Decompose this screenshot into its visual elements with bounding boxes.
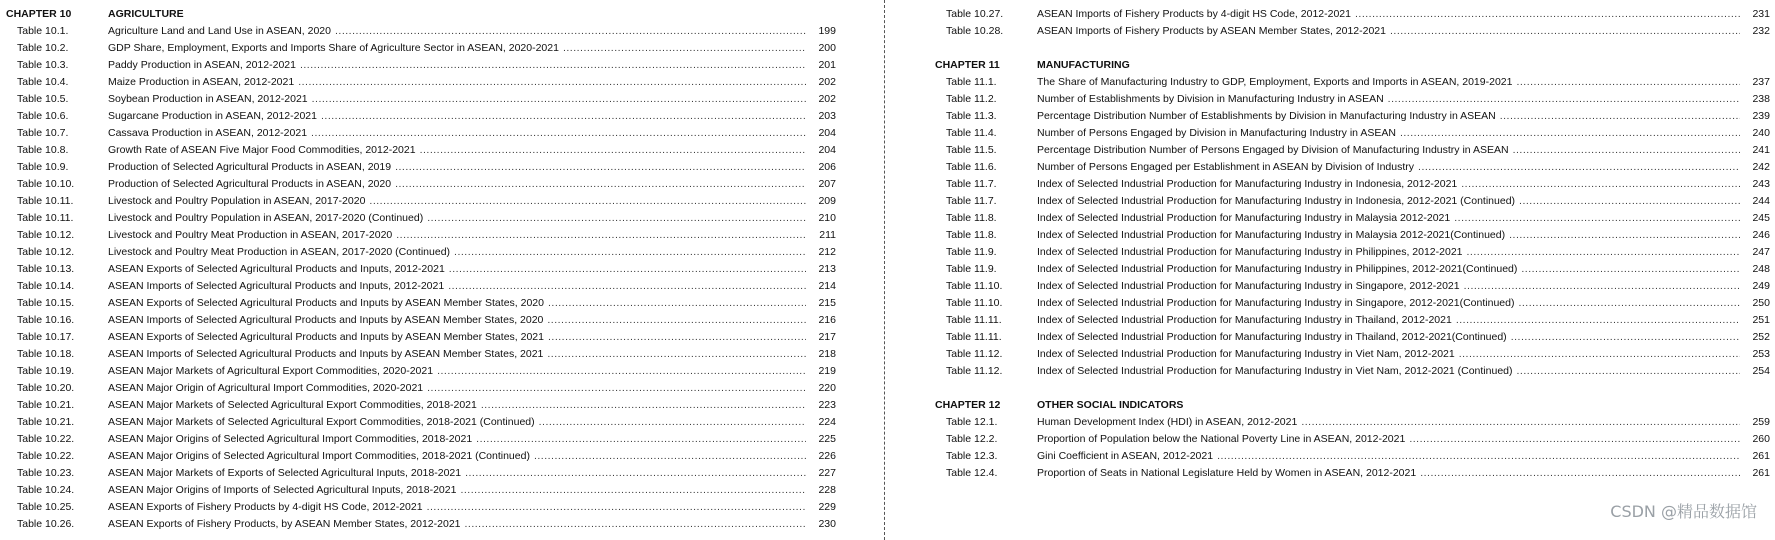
chapter-title: MANUFACTURING	[1037, 58, 1130, 71]
toc-entry[interactable]	[6, 243, 836, 260]
dot-leader	[476, 433, 806, 445]
table-title: Number of Persons Engaged per Establishment in ASEAN by Division of Industry	[1037, 160, 1415, 173]
toc-entry[interactable]	[935, 158, 1770, 175]
page-number: 243	[1752, 177, 1770, 190]
table-number: Table 11.2.	[946, 92, 997, 105]
page-number: 199	[818, 24, 836, 37]
toc-entry[interactable]	[6, 175, 836, 192]
table-title: Index of Selected Industrial Production for Manufacturing Industry in Viet Nam, 2012-2021	[1037, 347, 1455, 360]
table-title: ASEAN Exports of Selected Agricultural Products and Inputs by ASEAN Member States, 2021	[108, 330, 544, 343]
table-number: Table 10.12.	[17, 228, 75, 241]
toc-entry[interactable]	[6, 515, 836, 532]
table-number: Table 10.14.	[17, 279, 75, 292]
page-number: 261	[1752, 466, 1770, 479]
table-number: Table 10.26.	[17, 517, 75, 530]
table-number: Table 10.15.	[17, 296, 75, 309]
table-title: Gini Coefficient in ASEAN, 2012-2021	[1037, 449, 1214, 462]
toc-entry[interactable]	[6, 328, 836, 345]
page-number: 238	[1752, 92, 1770, 105]
page-number: 239	[1752, 109, 1770, 122]
table-title: Proportion of Population below the National Poverty Line in ASEAN, 2012-2021	[1037, 432, 1406, 445]
dot-leader	[300, 59, 806, 71]
table-number: Table 10.28.	[946, 24, 1004, 37]
table-title: Index of Selected Industrial Production for Manufacturing Industry in Thailand, 2012-2021	[1037, 313, 1452, 326]
dot-leader	[395, 178, 806, 190]
dot-leader	[1454, 212, 1740, 224]
toc-entry[interactable]	[6, 430, 836, 447]
table-number: Table 10.22.	[17, 449, 75, 462]
table-title: ASEAN Major Markets of Selected Agricultural Export Commodities, 2018-2021	[108, 398, 477, 411]
page-number: 251	[1752, 313, 1770, 326]
dot-leader	[437, 365, 806, 377]
chapter-number: CHAPTER 10	[6, 7, 72, 20]
table-title: ASEAN Major Markets of Agricultural Export Commodities, 2020-2021	[108, 364, 434, 377]
table-number: Table 10.8.	[17, 143, 69, 156]
toc-entry[interactable]	[935, 73, 1770, 90]
chapter-heading	[935, 56, 1770, 73]
toc-entry[interactable]	[6, 209, 836, 226]
page-number: 226	[818, 449, 836, 462]
table-number: Table 11.12.	[946, 347, 1003, 360]
dot-leader	[298, 76, 806, 88]
dot-leader	[1456, 314, 1740, 326]
table-number: Table 11.7.	[946, 194, 997, 207]
dot-leader	[1418, 161, 1740, 173]
toc-entry[interactable]	[935, 192, 1770, 209]
table-number: Table 10.5.	[17, 92, 69, 105]
toc-entry[interactable]	[6, 124, 836, 141]
table-number: Table 10.27.	[946, 7, 1004, 20]
table-title: ASEAN Exports of Selected Agricultural Products and Inputs, 2012-2021	[108, 262, 445, 275]
toc-entry[interactable]	[6, 464, 836, 481]
toc-entry[interactable]	[935, 243, 1770, 260]
page-number: 249	[1752, 279, 1770, 292]
toc-entry[interactable]	[935, 447, 1770, 464]
page-number: 240	[1752, 126, 1770, 139]
table-title: The Share of Manufacturing Industry to GDP, Employment, Exports and Imports in ASEAN, 2019-2021	[1037, 75, 1513, 88]
dot-leader	[1517, 365, 1741, 377]
table-number: Table 10.9.	[17, 160, 69, 173]
table-title: ASEAN Imports of Selected Agricultural Products and Inputs by ASEAN Member States, 2020	[108, 313, 544, 326]
dot-leader	[1511, 331, 1740, 343]
table-title: Number of Persons Engaged by Division in Manufacturing Industry in ASEAN	[1037, 126, 1396, 139]
table-title: ASEAN Imports of Fishery Products by ASEAN Member States, 2012-2021	[1037, 24, 1386, 37]
dot-leader	[548, 297, 806, 309]
toc-entry[interactable]	[935, 107, 1770, 124]
table-title: Cassava Production in ASEAN, 2012-2021	[108, 126, 308, 139]
table-title: Number of Establishments by Division in Manufacturing Industry in ASEAN	[1037, 92, 1384, 105]
page-number: 223	[818, 398, 836, 411]
page-number: 241	[1752, 143, 1770, 156]
table-title: Index of Selected Industrial Production for Manufacturing Industry in Thailand, 2012-2021(Continued)	[1037, 330, 1507, 343]
table-number: Table 11.12.	[946, 364, 1003, 377]
dot-leader	[1519, 195, 1740, 207]
table-number: Table 11.1.	[946, 75, 997, 88]
page-divider	[884, 0, 885, 540]
table-title: ASEAN Imports of Fishery Products by 4-digit HS Code, 2012-2021	[1037, 7, 1351, 20]
chapter-number: CHAPTER 11	[935, 58, 1000, 71]
table-number: Table 10.2.	[17, 41, 69, 54]
dot-leader	[1461, 178, 1740, 190]
dot-leader	[1388, 93, 1740, 105]
dot-leader	[460, 484, 806, 496]
page-number: 244	[1752, 194, 1770, 207]
page-number: 202	[818, 75, 836, 88]
toc-entry-list	[935, 73, 1770, 379]
dot-leader	[369, 195, 806, 207]
table-title: ASEAN Exports of Fishery Products, by ASEAN Member States, 2012-2021	[108, 517, 461, 530]
toc-entry[interactable]	[6, 260, 836, 277]
table-number: Table 10.25.	[17, 500, 75, 513]
dot-leader	[548, 331, 806, 343]
dot-leader	[1516, 76, 1740, 88]
page-number: 259	[1752, 415, 1770, 428]
dot-leader	[1509, 229, 1740, 241]
dot-leader	[449, 263, 806, 275]
page-number: 237	[1752, 75, 1770, 88]
table-number: Table 10.11.	[17, 194, 74, 207]
table-title: Index of Selected Industrial Production for Manufacturing Industry in Viet Nam, 2012-2021 (Continued)	[1037, 364, 1513, 377]
page-number: 209	[818, 194, 836, 207]
dot-leader	[1464, 280, 1740, 292]
toc-entry[interactable]	[935, 209, 1770, 226]
table-title: ASEAN Major Origins of Imports of Selected Agricultural Inputs, 2018-2021	[108, 483, 457, 496]
page-number: 247	[1752, 245, 1770, 258]
table-title: Index of Selected Industrial Production for Manufacturing Industry in Singapore, 2012-2021(Continued)	[1037, 296, 1515, 309]
table-title: ASEAN Major Origins of Selected Agricultural Import Commodities, 2018-2021	[108, 432, 473, 445]
chapter-title: AGRICULTURE	[108, 7, 184, 20]
table-title: Soybean Production in ASEAN, 2012-2021	[108, 92, 308, 105]
table-number: Table 12.1.	[946, 415, 998, 428]
page-number: 204	[818, 126, 836, 139]
dot-leader	[1518, 297, 1740, 309]
table-number: Table 10.1.	[17, 24, 69, 37]
table-title: Proportion of Seats in National Legislature Held by Women in ASEAN, 2012-2021	[1037, 466, 1417, 479]
toc-entry[interactable]	[935, 362, 1770, 379]
dot-leader	[427, 382, 806, 394]
page-number: 214	[818, 279, 836, 292]
toc-entry[interactable]	[6, 362, 836, 379]
page-number: 212	[818, 245, 836, 258]
dot-leader	[1400, 127, 1740, 139]
table-number: Table 10.4.	[17, 75, 69, 88]
table-title: ASEAN Major Origins of Selected Agricultural Import Commodities, 2018-2021 (Continued)	[108, 449, 530, 462]
toc-entry-list	[935, 413, 1770, 481]
dot-leader	[1459, 348, 1740, 360]
table-number: Table 11.11.	[946, 330, 1002, 343]
table-title: Livestock and Poultry Meat Production in ASEAN, 2017-2020	[108, 228, 393, 241]
page-number: 248	[1752, 262, 1770, 275]
table-title: ASEAN Major Markets of Selected Agricultural Export Commodities, 2018-2021 (Continued)	[108, 415, 535, 428]
toc-entry[interactable]	[6, 90, 836, 107]
dot-leader	[335, 25, 806, 37]
table-title: Livestock and Poultry Population in ASEAN, 2017-2020 (Continued)	[108, 211, 424, 224]
page-number: 217	[818, 330, 836, 343]
chapter-heading	[6, 5, 836, 22]
toc-entry[interactable]	[6, 277, 836, 294]
page-number: 200	[818, 41, 836, 54]
table-title: GDP Share, Employment, Exports and Imports Share of Agriculture Sector in ASEAN, 2020-2021	[108, 41, 559, 54]
table-number: Table 11.3.	[946, 109, 997, 122]
table-number: Table 11.6.	[946, 160, 997, 173]
chapter-number: CHAPTER 12	[935, 398, 1001, 411]
table-title: Index of Selected Industrial Production for Manufacturing Industry in Singapore, 2012-2021	[1037, 279, 1460, 292]
chapter-title: OTHER SOCIAL INDICATORS	[1037, 398, 1184, 411]
page-number: 242	[1752, 160, 1770, 173]
page-number: 254	[1752, 364, 1770, 377]
toc-entry[interactable]	[935, 141, 1770, 158]
dot-leader	[539, 416, 806, 428]
page-number: 227	[818, 466, 836, 479]
toc-entry[interactable]	[935, 260, 1770, 277]
toc-entry[interactable]	[6, 447, 836, 464]
table-title: Percentage Distribution Number of Persons Engaged by Division of Manufacturing Industry in ASEAN	[1037, 143, 1509, 156]
table-number: Table 10.11.	[17, 211, 74, 224]
toc-left-column	[6, 5, 836, 532]
table-number: Table 10.17.	[17, 330, 75, 343]
dot-leader	[1420, 467, 1740, 479]
table-number: Table 12.4.	[946, 466, 998, 479]
toc-entry[interactable]	[935, 5, 1770, 22]
table-number: Table 10.12.	[17, 245, 75, 258]
toc-entry[interactable]	[935, 90, 1770, 107]
toc-entry[interactable]	[935, 124, 1770, 141]
toc-entry[interactable]	[6, 413, 836, 430]
toc-entry[interactable]	[935, 328, 1770, 345]
page-number: 210	[818, 211, 836, 224]
toc-entry[interactable]	[6, 498, 836, 515]
toc-entry[interactable]	[6, 141, 836, 158]
table-title: Index of Selected Industrial Production for Manufacturing Industry in Philippines, 2012-2021	[1037, 245, 1463, 258]
page-number: 231	[1752, 7, 1770, 20]
table-number: Table 10.23.	[17, 466, 75, 479]
table-number: Table 10.18.	[17, 347, 75, 360]
dot-leader	[427, 501, 806, 513]
toc-entry-list	[6, 22, 836, 532]
page-number: 230	[818, 517, 836, 530]
page-number: 206	[818, 160, 836, 173]
toc-entry[interactable]	[6, 226, 836, 243]
table-number: Table 11.5.	[946, 143, 997, 156]
table-title: Index of Selected Industrial Production for Manufacturing Industry in Malaysia 2012-2021(Continued)	[1037, 228, 1506, 241]
dot-leader	[1355, 8, 1740, 20]
table-number: Table 10.13.	[17, 262, 75, 275]
toc-right-column	[935, 5, 1770, 481]
page-number: 203	[818, 109, 836, 122]
toc-entry[interactable]	[6, 73, 836, 90]
page-number: 216	[818, 313, 836, 326]
dot-leader	[1301, 416, 1740, 428]
table-title: ASEAN Exports of Selected Agricultural Products and Inputs by ASEAN Member States, 2020	[108, 296, 544, 309]
table-number: Table 11.10.	[946, 279, 1003, 292]
page-number: 220	[818, 381, 836, 394]
page-number: 260	[1752, 432, 1770, 445]
page-number: 225	[818, 432, 836, 445]
dot-leader	[563, 42, 806, 54]
page-number: 215	[818, 296, 836, 309]
dot-leader	[1467, 246, 1740, 258]
table-title: Human Development Index (HDI) in ASEAN, 2012-2021	[1037, 415, 1298, 428]
table-title: Agriculture Land and Land Use in ASEAN, 2020	[108, 24, 331, 37]
table-number: Table 10.20.	[17, 381, 75, 394]
dot-leader	[547, 348, 806, 360]
page-number: 201	[818, 58, 836, 71]
table-title: Growth Rate of ASEAN Five Major Food Commodities, 2012-2021	[108, 143, 416, 156]
dot-leader	[1500, 110, 1740, 122]
table-title: Sugarcane Production in ASEAN, 2012-2021	[108, 109, 317, 122]
table-title: Index of Selected Industrial Production for Manufacturing Industry in Philippines, 2012-2021(Continued)	[1037, 262, 1518, 275]
table-number: Table 11.8.	[946, 228, 997, 241]
table-title: Percentage Distribution Number of Establishments by Division in Manufacturing Industry in ASEAN	[1037, 109, 1496, 122]
page-number: 219	[818, 364, 836, 377]
table-number: Table 10.10.	[17, 177, 75, 190]
table-title: Paddy Production in ASEAN, 2012-2021	[108, 58, 296, 71]
page-number: 224	[818, 415, 836, 428]
page-number: 207	[818, 177, 836, 190]
page-number: 228	[818, 483, 836, 496]
dot-leader	[547, 314, 806, 326]
dot-leader	[395, 161, 806, 173]
table-number: Table 11.9.	[946, 245, 997, 258]
toc-entry[interactable]	[6, 379, 836, 396]
page-number: 202	[818, 92, 836, 105]
table-title: ASEAN Major Markets of Exports of Selected Agricultural Inputs, 2018-2021	[108, 466, 462, 479]
toc-entry[interactable]	[6, 107, 836, 124]
page-number: 232	[1752, 24, 1770, 37]
toc-entry[interactable]	[6, 56, 836, 73]
table-number: Table 10.21.	[17, 415, 75, 428]
table-title: Livestock and Poultry Population in ASEAN, 2017-2020	[108, 194, 366, 207]
dot-leader	[1217, 450, 1740, 462]
toc-entry[interactable]	[935, 413, 1770, 430]
page-number: 261	[1752, 449, 1770, 462]
table-number: Table 10.22.	[17, 432, 75, 445]
table-title: Production of Selected Agricultural Products in ASEAN, 2019	[108, 160, 392, 173]
dot-leader	[448, 280, 806, 292]
page-number: 213	[818, 262, 836, 275]
table-number: Table 12.2.	[946, 432, 998, 445]
table-title: ASEAN Exports of Fishery Products by 4-digit HS Code, 2012-2021	[108, 500, 423, 513]
toc-entry[interactable]	[6, 39, 836, 56]
dot-leader	[312, 93, 806, 105]
toc-entry[interactable]	[6, 294, 836, 311]
page-number: 211	[819, 228, 836, 241]
page-number: 250	[1752, 296, 1770, 309]
toc-entry[interactable]	[935, 430, 1770, 447]
dot-leader	[1521, 263, 1740, 275]
toc-entry[interactable]	[6, 481, 836, 498]
table-title: Production of Selected Agricultural Products in ASEAN, 2020	[108, 177, 392, 190]
dot-leader	[481, 399, 806, 411]
table-title: Index of Selected Industrial Production for Manufacturing Industry in Malaysia 2012-2021	[1037, 211, 1451, 224]
table-number: Table 10.19.	[17, 364, 75, 377]
toc-entry[interactable]	[6, 158, 836, 175]
table-number: Table 10.16.	[17, 313, 75, 326]
toc-entry[interactable]	[935, 464, 1770, 481]
dot-leader	[465, 467, 806, 479]
toc-entry[interactable]	[6, 192, 836, 209]
table-title: ASEAN Major Origin of Agricultural Import Commodities, 2020-2021	[108, 381, 424, 394]
toc-entry[interactable]	[935, 345, 1770, 362]
table-number: Table 11.9.	[946, 262, 997, 275]
dot-leader	[311, 127, 806, 139]
page-number: 204	[818, 143, 836, 156]
dot-leader	[1409, 433, 1740, 445]
table-number: Table 11.10.	[946, 296, 1003, 309]
table-title: Livestock and Poultry Meat Production in ASEAN, 2017-2020 (Continued)	[108, 245, 451, 258]
page-number: 229	[818, 500, 836, 513]
toc-entry[interactable]	[6, 311, 836, 328]
toc-entry[interactable]	[935, 277, 1770, 294]
table-title: ASEAN Imports of Selected Agricultural Products and Inputs by ASEAN Member States, 2021	[108, 347, 544, 360]
table-number: Table 10.21.	[17, 398, 75, 411]
table-title: ASEAN Imports of Selected Agricultural Products and Inputs, 2012-2021	[108, 279, 445, 292]
toc-entry[interactable]	[935, 294, 1770, 311]
page-number: 253	[1752, 347, 1770, 360]
table-title: Index of Selected Industrial Production for Manufacturing Industry in Indonesia, 2012-2021	[1037, 177, 1458, 190]
table-number: Table 10.3.	[17, 58, 69, 71]
table-number: Table 10.6.	[17, 109, 69, 122]
dot-leader	[465, 518, 807, 530]
toc-entry[interactable]	[935, 311, 1770, 328]
page-number: 218	[818, 347, 836, 360]
dot-leader	[1390, 25, 1740, 37]
chapter-heading	[935, 396, 1770, 413]
table-title: Maize Production in ASEAN, 2012-2021	[108, 75, 295, 88]
toc-entry[interactable]	[935, 226, 1770, 243]
table-number: Table 11.7.	[946, 177, 997, 190]
table-title: Index of Selected Industrial Production for Manufacturing Industry in Indonesia, 2012-2021 (Continued)	[1037, 194, 1516, 207]
dot-leader	[420, 144, 806, 156]
toc-entry[interactable]	[6, 396, 836, 413]
dot-leader	[396, 229, 806, 241]
dot-leader	[427, 212, 806, 224]
dot-leader	[534, 450, 806, 462]
table-number: Table 11.8.	[946, 211, 997, 224]
dot-leader	[321, 110, 806, 122]
toc-entry[interactable]	[935, 175, 1770, 192]
toc-entry[interactable]	[6, 345, 836, 362]
table-number: Table 10.7.	[17, 126, 69, 139]
toc-entry[interactable]	[935, 22, 1770, 39]
dot-leader	[454, 246, 806, 258]
watermark-text: CSDN @精品数据馆	[1610, 502, 1757, 521]
page-number: 245	[1752, 211, 1770, 224]
toc-entry[interactable]	[6, 22, 836, 39]
page-number: 252	[1752, 330, 1770, 343]
table-number: Table 11.11.	[946, 313, 1002, 326]
toc-entry-list	[935, 5, 1770, 39]
table-number: Table 12.3.	[946, 449, 998, 462]
dot-leader	[1513, 144, 1740, 156]
table-number: Table 11.4.	[946, 126, 997, 139]
table-number: Table 10.24.	[17, 483, 75, 496]
page-number: 246	[1752, 228, 1770, 241]
